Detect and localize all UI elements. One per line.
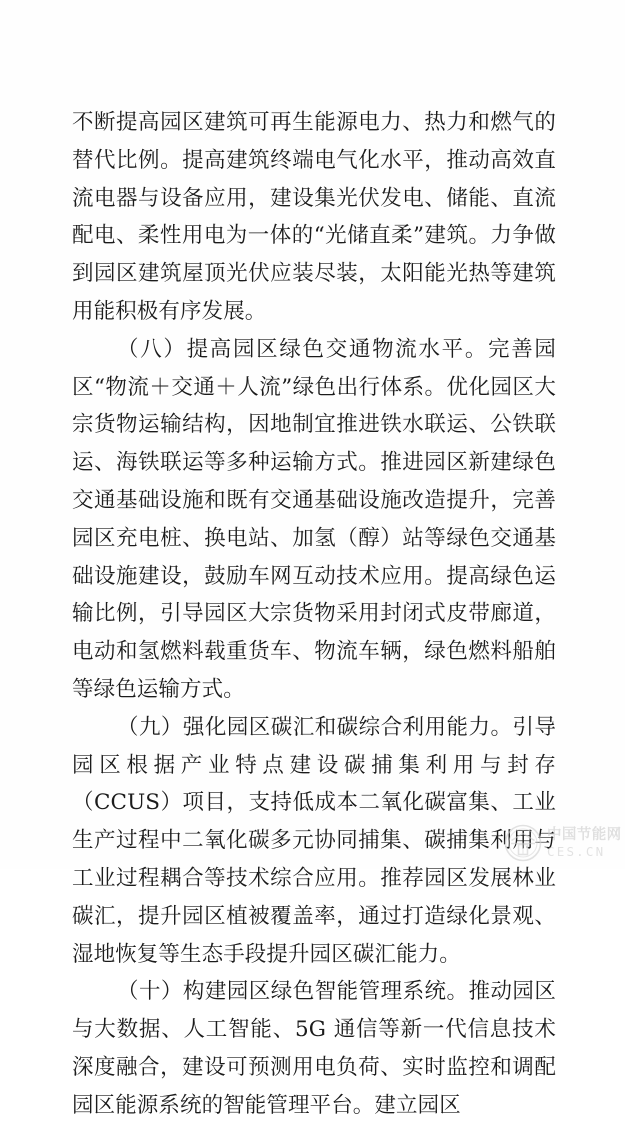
paragraph-section-8-green-transport: （八）提高园区绿色交通物流水平。完善园区“物流＋交通＋人流”绿色出行体系。优化园区大宗货物运输结构，因地制宜推进铁水联运、公铁联运、海铁联运等多种运输方式。推进园区新建绿色交通基础设施和既有交通基础设施改造提升，完善园区充电桩、换电站、加氢（醇）站等绿色交通基础设施建设，鼓励车网互动技术应用。提高绿色运输比例，引导园区大宗货物采用封闭式皮带廊道，电动和氢燃料载重货车、物流车辆，绿色燃料船舶等绿色运输方式。 (72, 336, 556, 702)
watermark-label-group (547, 828, 622, 858)
paragraph-section-10-smart-management: （十）构建园区绿色智能管理系统。推动园区与大数据、人工智能、5G 通信等新一代信息技术深度融合，建设可预测用电负荷、实时监控和调配园区能源系统的智能管理平台。建立园区 (72, 979, 556, 1118)
watermark-site-url: CES.CN (547, 843, 606, 859)
document-text-body (72, 104, 556, 1125)
watermark-site-name: 中国节能网 (547, 827, 622, 843)
paragraph-renewable-electrification: 不断提高园区建筑可再生能源电力、热力和燃气的替代比例。提高建筑终端电气化水平，推动高效直流电器与设备应用，建设集光伏发电、储能、直流配电、柔性用电为一体的“光储直柔”建筑。力争做到园区建筑屋顶光伏应装尽装，太阳能光热等建筑用能积极有序发展。 (72, 110, 556, 324)
paragraph-section-9-carbon-sink: （九）强化园区碳汇和碳综合利用能力。引导园区根据产业特点建设碳捕集利用与封存（CCUS）项目，支持低成本二氧化碳富集、工业生产过程中二氧化碳多元协同捕集、碳捕集利用与工业过程耦合等技术综合应用。推荐园区发展林业碳汇，提升园区植被覆盖率，通过打造绿化景观、湿地恢复等生态手段提升园区碳汇能力。 (72, 714, 556, 967)
